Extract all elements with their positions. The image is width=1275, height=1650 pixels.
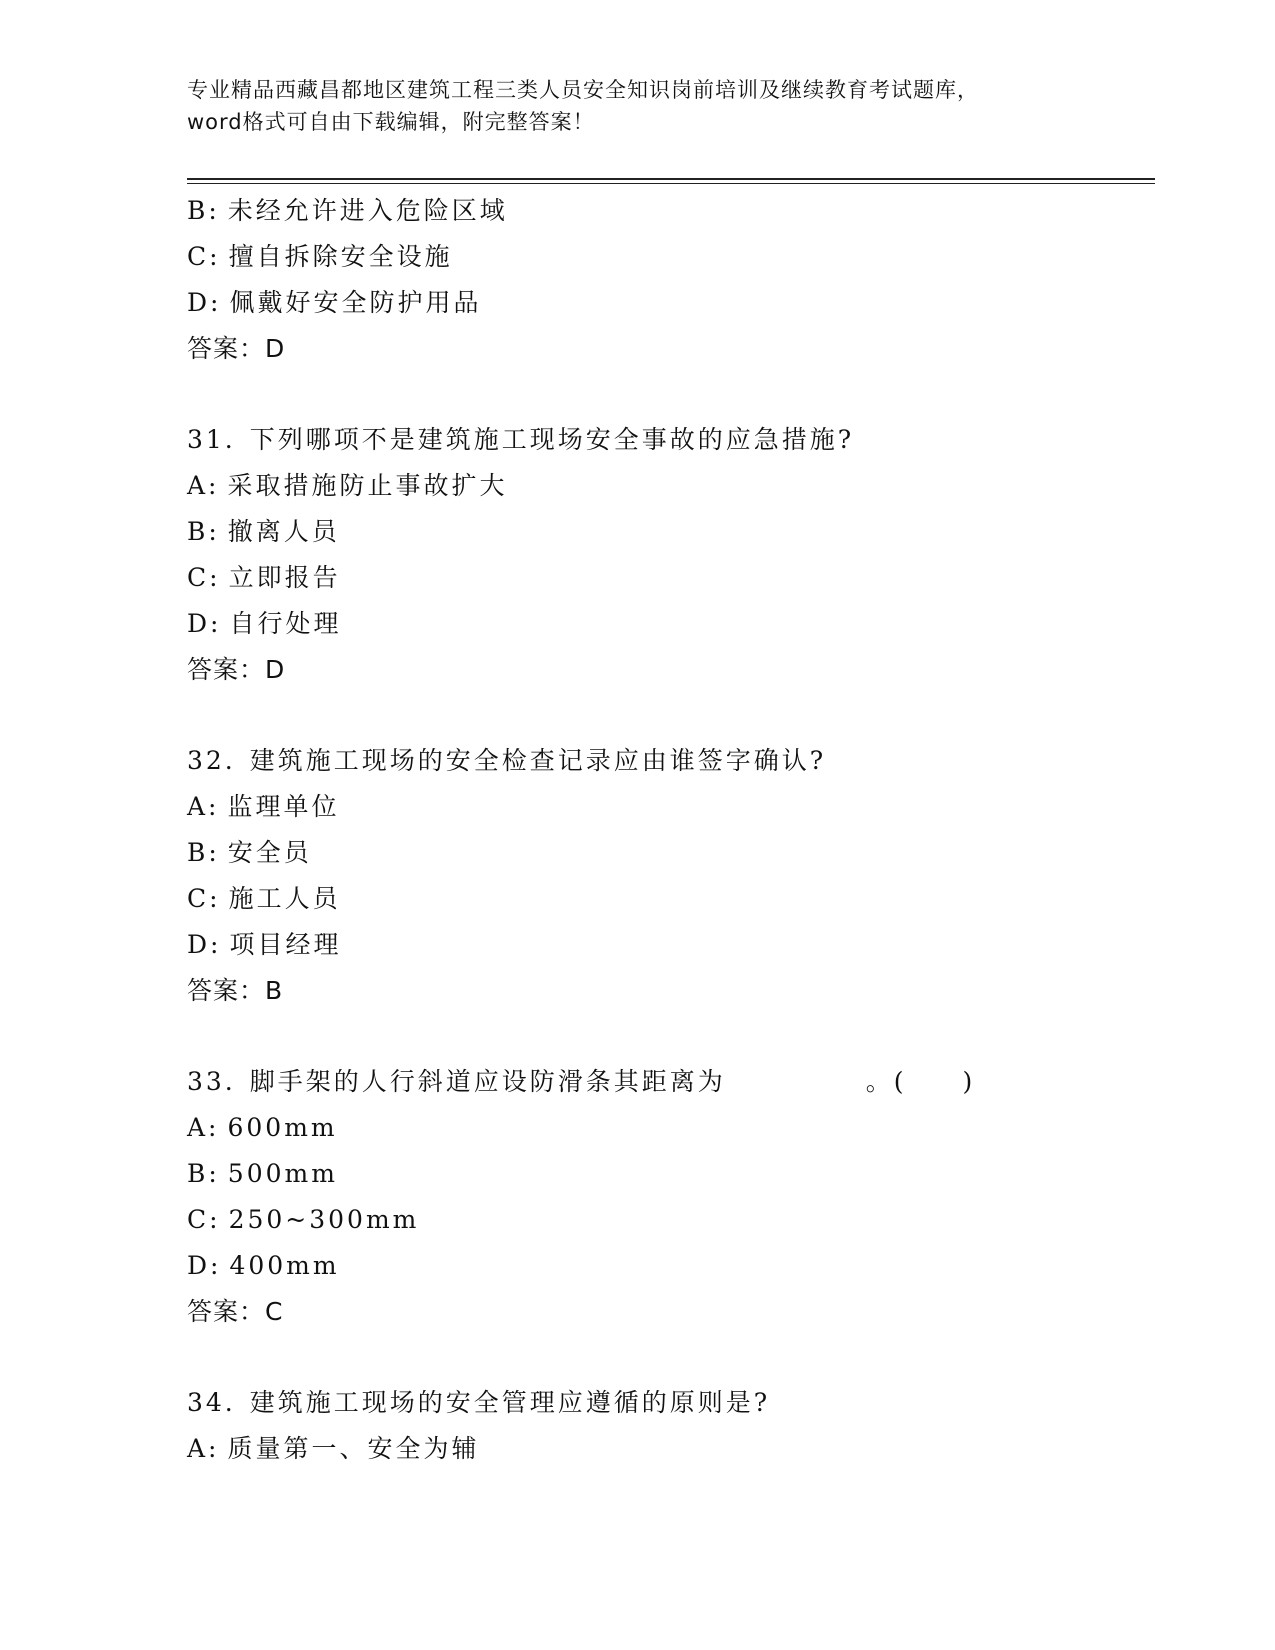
question-30-continued xyxy=(187,188,1147,372)
option-key: B: xyxy=(187,517,220,546)
option-text: 未经允许进入危险区域 xyxy=(227,196,508,225)
option-text: 立即报告 xyxy=(228,563,341,592)
header-divider-thin xyxy=(187,183,1155,184)
option-key: B: xyxy=(187,838,220,867)
option-key: C: xyxy=(187,563,221,592)
option-d xyxy=(187,922,1147,968)
answer-value: C xyxy=(265,1297,284,1326)
option-a xyxy=(187,1426,1147,1472)
question-text: 建筑施工现场的安全检查记录应由谁签字确认? xyxy=(249,746,827,775)
option-text: 250~300mm xyxy=(228,1205,420,1234)
answer-line xyxy=(187,968,1147,1014)
answer-value: D xyxy=(265,655,286,684)
option-a xyxy=(187,1105,1147,1151)
option-d xyxy=(187,1243,1147,1289)
option-key: D: xyxy=(187,288,222,317)
header-line-1: 专业精品西藏昌都地区建筑工程三类人员安全知识岗前培训及继续教育考试题库， xyxy=(187,78,979,102)
option-key: D: xyxy=(187,1251,222,1280)
option-text: 安全员 xyxy=(227,838,312,867)
answer-label: 答案： xyxy=(187,655,266,684)
option-key: C: xyxy=(187,242,221,271)
option-b xyxy=(187,509,1147,555)
option-d xyxy=(187,280,1147,326)
question-number: 33. xyxy=(187,1067,236,1096)
option-text: 擅自拆除安全设施 xyxy=(228,242,453,271)
option-key: A: xyxy=(187,1113,220,1142)
answer-value: D xyxy=(265,334,286,363)
option-key: A: xyxy=(187,471,220,500)
option-text: 采取措施防止事故扩大 xyxy=(227,471,508,500)
option-text: 500mm xyxy=(227,1159,338,1188)
option-b xyxy=(187,830,1147,876)
answer-line xyxy=(187,1289,1147,1335)
option-a xyxy=(187,784,1147,830)
question-text: 脚手架的人行斜道应设防滑条其距离为 。( ) xyxy=(249,1067,976,1096)
question-stem xyxy=(187,417,1147,463)
option-key: C: xyxy=(187,884,221,913)
option-key: A: xyxy=(187,792,220,821)
question-34 xyxy=(187,1380,1147,1472)
option-c xyxy=(187,555,1147,601)
answer-line xyxy=(187,647,1147,693)
question-list xyxy=(187,188,1147,1472)
option-key: A: xyxy=(187,1434,220,1463)
option-text: 佩戴好安全防护用品 xyxy=(229,288,482,317)
option-a xyxy=(187,463,1147,509)
option-text: 监理单位 xyxy=(227,792,340,821)
option-text: 撤离人员 xyxy=(227,517,340,546)
option-key: B: xyxy=(187,196,220,225)
question-stem xyxy=(187,1059,1147,1105)
question-stem xyxy=(187,1380,1147,1426)
option-text: 600mm xyxy=(227,1113,338,1142)
question-number: 32. xyxy=(187,746,236,775)
answer-label: 答案： xyxy=(187,976,266,1005)
document-header xyxy=(187,74,1087,138)
option-key: D: xyxy=(187,930,222,959)
option-key: D: xyxy=(187,609,222,638)
answer-value: B xyxy=(265,976,284,1005)
option-key: C: xyxy=(187,1205,221,1234)
header-line-2: word格式可自由下载编辑，附完整答案！ xyxy=(187,110,595,134)
option-b xyxy=(187,188,1147,234)
question-text: 建筑施工现场的安全管理应遵循的原则是? xyxy=(249,1388,771,1417)
question-stem xyxy=(187,738,1147,784)
option-text: 项目经理 xyxy=(229,930,342,959)
option-c xyxy=(187,234,1147,280)
answer-label: 答案： xyxy=(187,334,266,363)
option-c xyxy=(187,876,1147,922)
question-32 xyxy=(187,738,1147,1014)
option-key: B: xyxy=(187,1159,220,1188)
question-33 xyxy=(187,1059,1147,1335)
question-text: 下列哪项不是建筑施工现场安全事故的应急措施? xyxy=(249,425,855,454)
option-text: 400mm xyxy=(229,1251,340,1280)
option-text: 施工人员 xyxy=(228,884,341,913)
question-number: 34. xyxy=(187,1388,236,1417)
question-number: 31. xyxy=(187,425,236,454)
question-31 xyxy=(187,417,1147,693)
option-text: 自行处理 xyxy=(229,609,342,638)
option-c xyxy=(187,1197,1147,1243)
option-d xyxy=(187,601,1147,647)
answer-line xyxy=(187,326,1147,372)
option-b xyxy=(187,1151,1147,1197)
option-text: 质量第一、安全为辅 xyxy=(227,1434,480,1463)
answer-label: 答案： xyxy=(187,1297,266,1326)
header-divider-thick xyxy=(187,178,1155,180)
